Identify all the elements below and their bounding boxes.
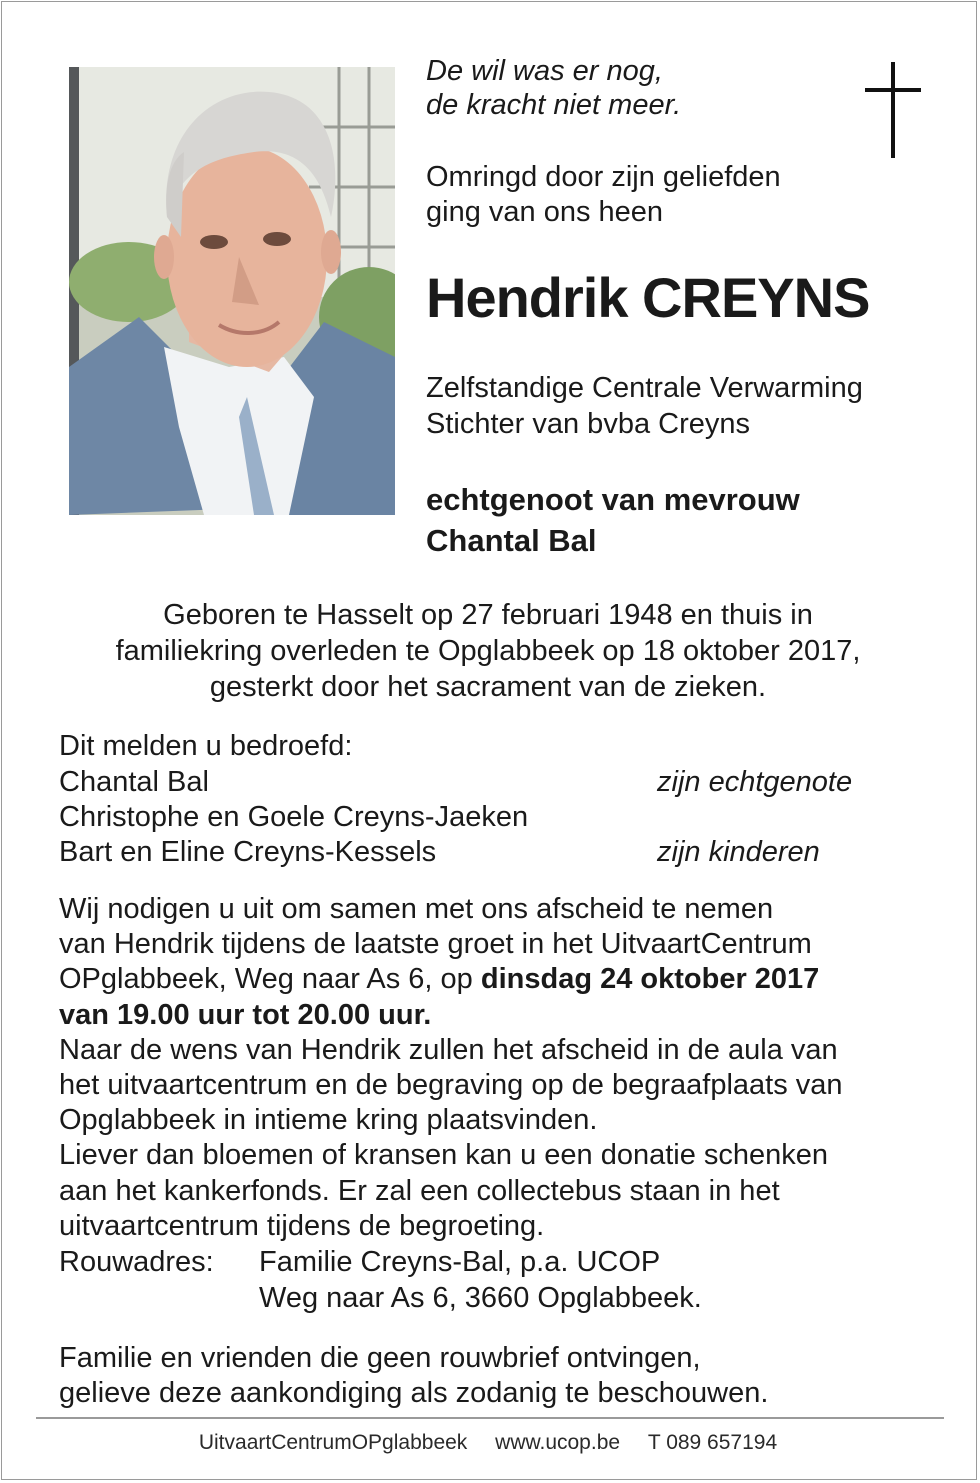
passing-intro bbox=[426, 160, 781, 230]
relative-name: Chantal Bal bbox=[59, 766, 209, 798]
invitation-date: dinsdag 24 oktober 2017 bbox=[480, 963, 820, 996]
invitation-line bbox=[59, 998, 843, 1033]
deceased-name: Hendrik CREYNS bbox=[426, 266, 870, 329]
invitation-line: het uitvaartcentrum en de begraving op de begraafplaats van bbox=[59, 1069, 843, 1102]
quote-line: De wil was er nog, bbox=[426, 55, 663, 87]
footer-divider bbox=[36, 1417, 944, 1419]
occupation-line: Zelfstandige Centrale Verwarming bbox=[426, 372, 863, 404]
relative-name: Christophe en Goele Creyns-Jaeken bbox=[59, 801, 529, 833]
invitation-line: Wij nodigen u uit om samen met ons afscheid te nemen bbox=[59, 893, 774, 925]
invitation-line: Opglabbeek in intieme kring plaatsvinden. bbox=[59, 1104, 598, 1137]
spouse-line: Chantal Bal bbox=[426, 523, 597, 558]
invitation-location: OPglabbeek, Weg naar As 6, op bbox=[59, 963, 481, 996]
address-line: Familie Creyns-Bal, p.a. UCOP bbox=[259, 1246, 661, 1278]
portrait-photo bbox=[69, 67, 395, 515]
invitation-line: aan het kankerfonds. Er zal een collectebus staan in het bbox=[59, 1174, 780, 1207]
family-intro: Dit melden u bedroefd: bbox=[59, 730, 353, 762]
quote-line: de kracht niet meer. bbox=[426, 89, 682, 121]
invitation-line: van Hendrik tijdens de laatste groet in het UitvaartCentrum bbox=[59, 928, 812, 961]
relative-role: zijn echtgenote bbox=[657, 766, 853, 798]
footer bbox=[0, 1429, 976, 1457]
spouse-line: echtgenoot van mevrouw bbox=[426, 482, 800, 517]
closing-note bbox=[59, 1341, 768, 1411]
closing-line: gelieve deze aankondiging als zodanig te beschouwen. bbox=[59, 1377, 769, 1409]
invitation-line: uitvaartcentrum tijdens de begroeting. bbox=[59, 1209, 545, 1242]
born-line: gesterkt door het sacrament van de zieken. bbox=[209, 671, 767, 703]
invitation-text bbox=[59, 892, 843, 1244]
invitation-line: Naar de wens van Hendrik zullen het afscheid in de aula van bbox=[59, 1033, 838, 1066]
spouse-info bbox=[426, 479, 800, 561]
birth-death-info bbox=[0, 597, 976, 705]
relative-name: Bart en Eline Creyns-Kessels bbox=[59, 836, 437, 868]
invitation-time: van 19.00 uur tot 20.00 uur. bbox=[59, 998, 432, 1031]
born-line: familiekring overleden te Opglabbeek op 18 oktober 2017, bbox=[115, 635, 861, 667]
footer-website[interactable]: www.ucop.be bbox=[495, 1431, 621, 1454]
born-line: Geboren te Hasselt op 27 februari 1948 en thuis in bbox=[163, 599, 813, 631]
relative-role: zijn kinderen bbox=[657, 836, 820, 868]
cross-icon bbox=[863, 62, 923, 158]
footer-company: UitvaartCentrumOPglabbeek bbox=[198, 1431, 468, 1454]
occupation-line: Stichter van bvba Creyns bbox=[426, 408, 750, 440]
closing-line: Familie en vrienden die geen rouwbrief ontvingen, bbox=[59, 1342, 701, 1374]
address-line: Weg naar As 6, 3660 Opglabbeek. bbox=[259, 1282, 702, 1314]
intro-line: Omringd door zijn geliefden bbox=[426, 161, 781, 193]
invitation-line bbox=[59, 962, 843, 997]
intro-line: ging van ons heen bbox=[426, 196, 664, 228]
invitation-line: Liever dan bloemen of kransen kan u een donatie schenken bbox=[59, 1139, 829, 1172]
footer-phone: T 089 657194 bbox=[647, 1431, 778, 1454]
mourning-address bbox=[259, 1244, 702, 1316]
occupation bbox=[426, 370, 863, 442]
memorial-quote bbox=[426, 54, 681, 122]
mourning-address-label: Rouwadres: bbox=[59, 1246, 214, 1278]
